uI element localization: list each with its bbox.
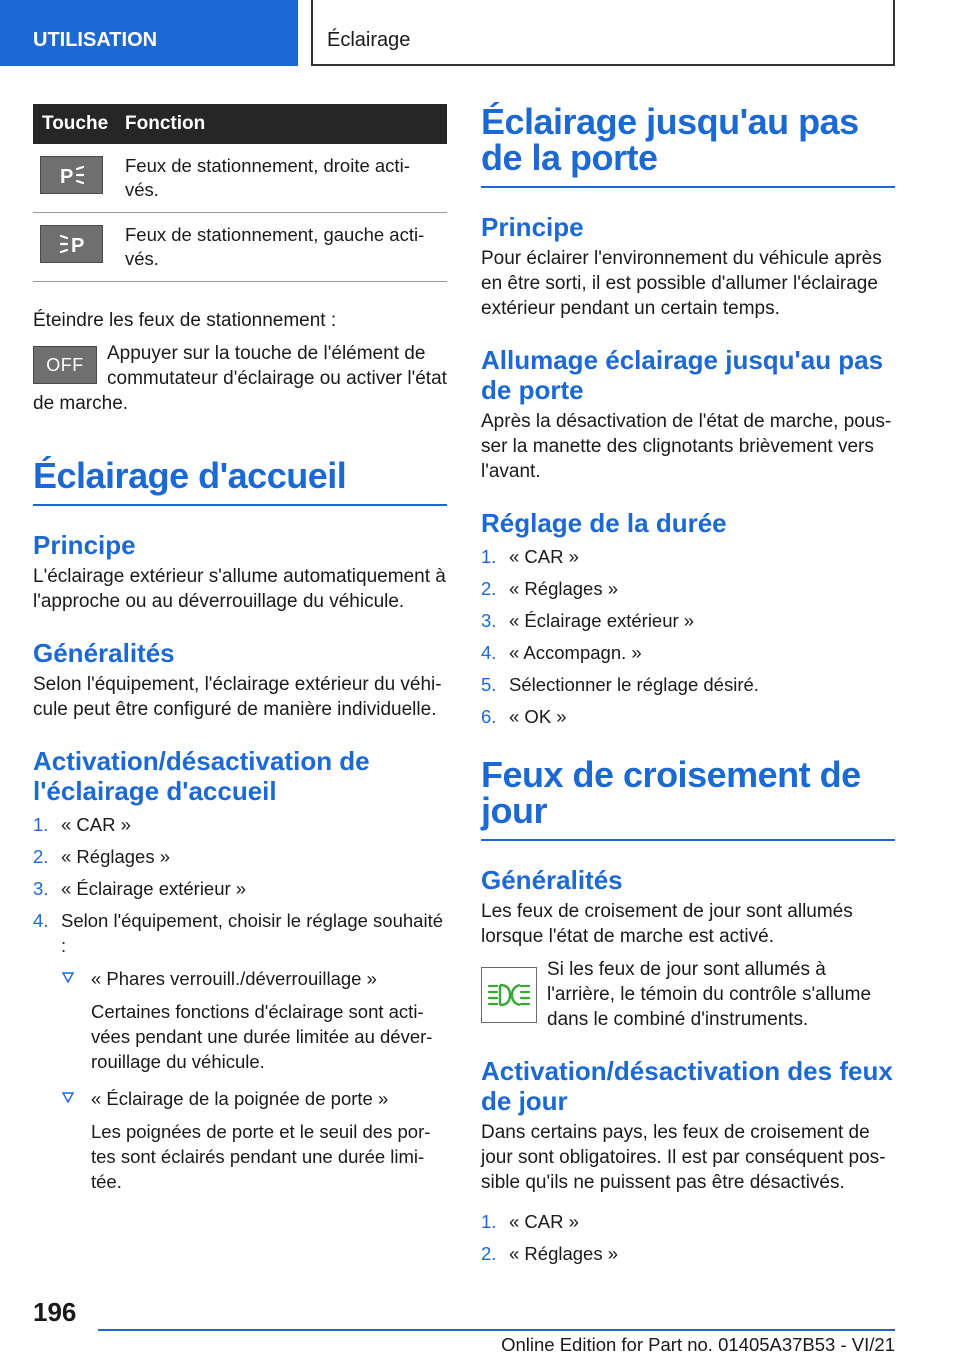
list-item: 6. « OK » [481, 706, 567, 727]
drl-steps [481, 1209, 895, 1266]
parking-light-right-icon [40, 156, 103, 194]
list-item: 2. « Réglages » [33, 846, 171, 867]
section-tab[interactable]: UTILISATION [0, 0, 298, 66]
parking-light-left-icon [40, 225, 103, 263]
drl-activation-text: Dans certains pays, les feux de croisement de jour sont obligatoires. Il est par conséquent possible qu'ils ne puissent pas être désactivés. [481, 1122, 886, 1193]
drl-indicator-note [481, 957, 895, 1032]
table-row [33, 144, 447, 213]
left-column [33, 104, 447, 1206]
daytime-running-light-icon [481, 967, 537, 1023]
list-item: 1. « CAR » [33, 814, 131, 835]
svg-text:P: P [59, 166, 73, 188]
table-row [33, 213, 447, 282]
section-title-general: Généralités [33, 638, 175, 668]
page-header [0, 0, 960, 66]
footer-divider [98, 1329, 895, 1331]
page-title-tab[interactable]: Éclairage [311, 0, 895, 66]
off-button-icon: OFF [33, 346, 97, 384]
triangle-bullet-icon [62, 972, 74, 984]
list-item: 4. Selon l'équipement, choisir le réglage souhaité : « Phares verrouill./déverrouillage » Certaines fonctions d'éclairage sont activées pendant une durée limitée au déverrouillage du véhicule. « Éclairage de la poignée de porte » Les poignées de porte et le seuil des portes sont éclairés pendant une durée limitée. [33, 908, 447, 1194]
chapter-title-doorstep-light: Éclairage jusqu'au pas de la porte [481, 104, 895, 188]
triangle-bullet-icon [62, 1092, 74, 1104]
activation-steps [33, 812, 447, 1194]
list-item: 5. Sélectionner le réglage désiré. [481, 674, 759, 695]
section-title-doorstep-activation: Allumage éclairage jusqu'au pas de porte [481, 345, 884, 405]
principle-text: Pour éclairer l'environnement du véhicule après en être sorti, il est possible d'allumer l'éclairage extérieur pendant un certain temps. [481, 248, 882, 319]
edition-text: Online Edition for Part no. 01405A37B53 - VI/21 [501, 1334, 895, 1355]
table-header-key: Touche [33, 104, 125, 144]
section-title-activation: Activation/désactivation de l'éclairage d'accueil [33, 746, 370, 806]
doorstep-activation-text: Après la désactivation de l'état de marche, pousser la manette des clignotants brièvement vers l'avant. [481, 411, 892, 482]
key-function-table [33, 104, 447, 282]
list-item: 1. « CAR » [481, 546, 579, 567]
list-item: 2. « Réglages » [481, 578, 619, 599]
option-label: « Phares verrouill./déverrouillage » [91, 968, 377, 989]
section-title-general: Généralités [481, 865, 623, 895]
duration-steps [481, 544, 895, 729]
option-list [61, 966, 447, 1194]
off-instruction-text: Appuyer sur la touche de l'élément de commutateur d'éclairage ou activer l'état de marche. [33, 343, 447, 414]
section-title-principle: Principe [33, 530, 136, 560]
chapter-title-daytime-running-lights: Feux de croisement de jour [481, 757, 895, 841]
page-number: 196 [33, 1297, 77, 1327]
list-item: 2. « Réglages » [481, 1243, 619, 1264]
svg-text:P: P [70, 235, 84, 257]
list-item: 4. « Accompagn. » [481, 642, 642, 663]
option-description: Les poignées de porte et le seuil des portes sont éclairés pendant une durée limitée. [91, 1121, 431, 1192]
chapter-title-welcome-light: Éclairage d'accueil [33, 458, 447, 506]
function-text: Feux de stationnement, gauche activés. [125, 213, 447, 282]
off-instruction [33, 341, 447, 416]
drl-indicator-text: Si les feux de jour sont allumés à l'arrière, le témoin du contrôle s'allume dans le combiné d'instruments. [547, 959, 872, 1030]
function-text: Feux de stationnement, droite activés. [125, 144, 447, 213]
principle-text: L'éclairage extérieur s'allume automatiquement à l'approche ou au déverrouillage du véhicule. [33, 566, 446, 612]
table-header-function: Fonction [125, 104, 447, 144]
section-title-principle: Principe [481, 212, 584, 242]
off-intro-text: Éteindre les feux de stationnement : [33, 310, 337, 331]
option-label: « Éclairage de la poignée de porte » [91, 1088, 389, 1109]
section-title-duration: Réglage de la durée [481, 508, 727, 538]
list-item: 3. « Éclairage extérieur » [481, 610, 695, 631]
option-item [61, 966, 447, 1074]
list-item: 3. « Éclairage extérieur » [33, 878, 247, 899]
option-description: Certaines fonctions d'éclairage sont activées pendant une durée limitée au déverrouillage du véhicule. [91, 1001, 433, 1072]
option-item [61, 1086, 447, 1194]
general-text: Selon l'équipement, l'éclairage extérieur du véhicule peut être configuré de manière individuelle. [33, 674, 442, 720]
right-column [481, 101, 895, 1273]
general-text: Les feux de croisement de jour sont allumés lorsque l'état de marche est activé. [481, 901, 853, 947]
section-title-drl-activation: Activation/désactivation des feux de jour [481, 1056, 893, 1116]
list-item: 1. « CAR » [481, 1211, 579, 1232]
